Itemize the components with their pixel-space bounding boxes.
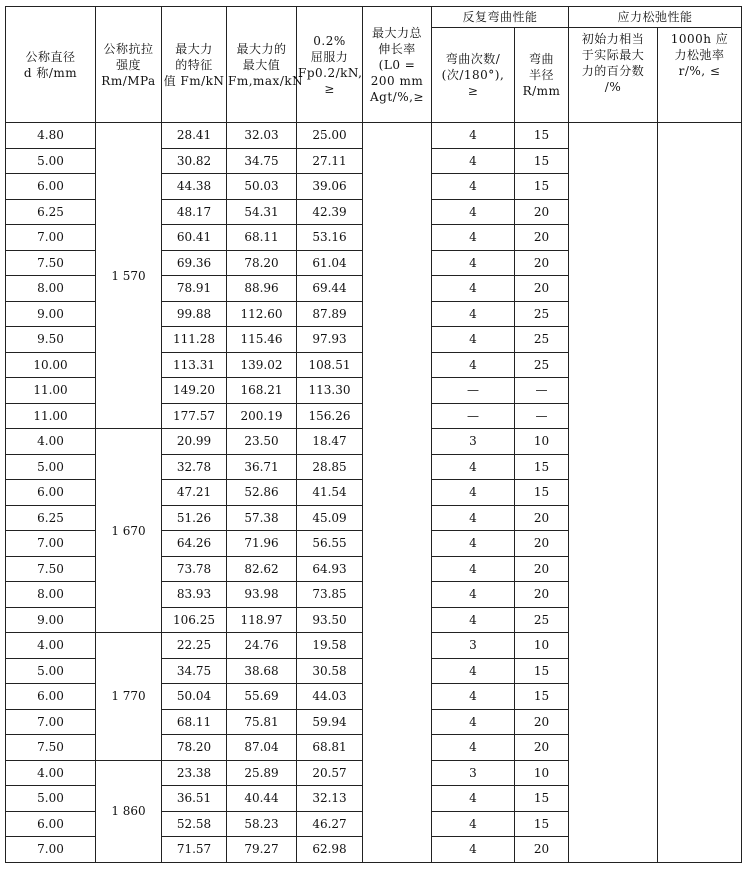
cell-bend-radius: 20 <box>515 250 569 276</box>
cell-diameter: 7.50 <box>6 735 96 761</box>
cell-yield-force: 61.04 <box>297 250 363 276</box>
cell-bend-radius: — <box>515 378 569 404</box>
cell-max-force: 36.71 <box>227 454 297 480</box>
cell-max-force: 23.50 <box>227 429 297 455</box>
cell-bend-count: 4 <box>432 123 515 149</box>
cell-max-force: 87.04 <box>227 735 297 761</box>
cell-yield-force: 59.94 <box>297 709 363 735</box>
table-row <box>6 123 742 149</box>
cell-max-force: 32.03 <box>227 123 297 149</box>
cell-diameter: 5.00 <box>6 658 96 684</box>
cell-characteristic-force: 28.41 <box>162 123 227 149</box>
cell-max-force: 58.23 <box>227 811 297 837</box>
cell-diameter: 10.00 <box>6 352 96 378</box>
cell-bend-radius: 20 <box>515 225 569 251</box>
cell-bend-radius: 20 <box>515 837 569 863</box>
steel-wire-properties-table <box>5 6 742 863</box>
cell-diameter: 5.00 <box>6 148 96 174</box>
cell-diameter: 9.50 <box>6 327 96 353</box>
cell-max-force: 139.02 <box>227 352 297 378</box>
header-group-stress-relaxation: 应力松弛性能 <box>569 7 742 28</box>
cell-max-force: 57.38 <box>227 505 297 531</box>
cell-yield-force: 46.27 <box>297 811 363 837</box>
cell-max-force: 75.81 <box>227 709 297 735</box>
cell-yield-force: 45.09 <box>297 505 363 531</box>
cell-max-force: 115.46 <box>227 327 297 353</box>
cell-diameter: 7.00 <box>6 709 96 735</box>
cell-bend-radius: 15 <box>515 480 569 506</box>
cell-diameter: 6.00 <box>6 174 96 200</box>
cell-yield-force: 64.93 <box>297 556 363 582</box>
cell-bend-radius: 20 <box>515 199 569 225</box>
cell-characteristic-force: 113.31 <box>162 352 227 378</box>
header-initial-force-percent: 初始力相当 于实际最大 力的百分数 /% <box>569 28 658 123</box>
cell-max-force: 200.19 <box>227 403 297 429</box>
cell-characteristic-force: 73.78 <box>162 556 227 582</box>
cell-yield-force: 69.44 <box>297 276 363 302</box>
cell-characteristic-force: 30.82 <box>162 148 227 174</box>
cell-bend-radius: 15 <box>515 174 569 200</box>
cell-max-force: 52.86 <box>227 480 297 506</box>
cell-yield-force: 44.03 <box>297 684 363 710</box>
cell-bend-count: 4 <box>432 658 515 684</box>
cell-max-force: 34.75 <box>227 148 297 174</box>
cell-bend-count: 4 <box>432 531 515 557</box>
cell-yield-force: 62.98 <box>297 837 363 863</box>
cell-diameter: 6.25 <box>6 505 96 531</box>
cell-characteristic-force: 52.58 <box>162 811 227 837</box>
cell-initial-force <box>569 123 658 863</box>
cell-diameter: 9.00 <box>6 301 96 327</box>
cell-yield-force: 39.06 <box>297 174 363 200</box>
cell-bend-count: 4 <box>432 607 515 633</box>
header-tensile-strength: 公称抗拉 强度 Rm/MPa <box>96 7 162 123</box>
cell-characteristic-force: 32.78 <box>162 454 227 480</box>
cell-yield-force: 113.30 <box>297 378 363 404</box>
cell-diameter: 4.00 <box>6 633 96 659</box>
cell-characteristic-force: 50.04 <box>162 684 227 710</box>
cell-max-force: 55.69 <box>227 684 297 710</box>
cell-diameter: 9.00 <box>6 607 96 633</box>
cell-max-force: 88.96 <box>227 276 297 302</box>
cell-diameter: 7.00 <box>6 531 96 557</box>
cell-bend-count: 4 <box>432 582 515 608</box>
cell-bend-radius: 15 <box>515 811 569 837</box>
cell-max-force: 78.20 <box>227 250 297 276</box>
cell-yield-force: 25.00 <box>297 123 363 149</box>
cell-bend-radius: 25 <box>515 607 569 633</box>
cell-bend-radius: 15 <box>515 786 569 812</box>
cell-yield-force: 87.89 <box>297 301 363 327</box>
cell-yield-force: 73.85 <box>297 582 363 608</box>
cell-bend-count: — <box>432 378 515 404</box>
header-characteristic-max-force: 最大力 的特征 值 Fm/kN <box>162 7 227 123</box>
cell-bend-radius: 20 <box>515 582 569 608</box>
cell-yield-force: 19.58 <box>297 633 363 659</box>
cell-yield-force: 108.51 <box>297 352 363 378</box>
cell-yield-force: 18.47 <box>297 429 363 455</box>
cell-bend-radius: 15 <box>515 123 569 149</box>
cell-max-force: 112.60 <box>227 301 297 327</box>
cell-elongation <box>363 123 432 863</box>
cell-max-force: 118.97 <box>227 607 297 633</box>
cell-diameter: 7.50 <box>6 250 96 276</box>
cell-yield-force: 56.55 <box>297 531 363 557</box>
cell-characteristic-force: 111.28 <box>162 327 227 353</box>
cell-diameter: 4.00 <box>6 429 96 455</box>
cell-bend-count: 4 <box>432 811 515 837</box>
cell-yield-force: 20.57 <box>297 760 363 786</box>
header-yield-force: 0.2% 屈服力 Fp0.2/kN, ≥ <box>297 7 363 123</box>
cell-bend-radius: 15 <box>515 684 569 710</box>
cell-relaxation-rate <box>658 123 742 863</box>
cell-characteristic-force: 64.26 <box>162 531 227 557</box>
cell-bend-count: 4 <box>432 837 515 863</box>
cell-bend-radius: 15 <box>515 658 569 684</box>
cell-bend-count: 4 <box>432 250 515 276</box>
cell-yield-force: 93.50 <box>297 607 363 633</box>
cell-diameter: 5.00 <box>6 454 96 480</box>
cell-bend-radius: 10 <box>515 633 569 659</box>
cell-max-force: 79.27 <box>227 837 297 863</box>
cell-bend-count: 3 <box>432 429 515 455</box>
cell-max-force: 25.89 <box>227 760 297 786</box>
cell-bend-count: 4 <box>432 301 515 327</box>
cell-diameter: 5.00 <box>6 786 96 812</box>
header-max-force-max: 最大力的 最大值 Fm,max/kN <box>227 7 297 123</box>
cell-bend-count: 4 <box>432 556 515 582</box>
cell-max-force: 82.62 <box>227 556 297 582</box>
cell-yield-force: 68.81 <box>297 735 363 761</box>
header-nominal-diameter: 公称直径 d 称/mm <box>6 7 96 123</box>
cell-yield-force: 53.16 <box>297 225 363 251</box>
cell-tensile-strength: 1 860 <box>96 760 162 862</box>
cell-diameter: 6.25 <box>6 199 96 225</box>
cell-yield-force: 28.85 <box>297 454 363 480</box>
cell-tensile-strength: 1 770 <box>96 633 162 761</box>
cell-max-force: 40.44 <box>227 786 297 812</box>
cell-max-force: 68.11 <box>227 225 297 251</box>
cell-bend-count: 4 <box>432 174 515 200</box>
cell-bend-count: 4 <box>432 709 515 735</box>
cell-bend-radius: 20 <box>515 709 569 735</box>
cell-characteristic-force: 48.17 <box>162 199 227 225</box>
cell-characteristic-force: 177.57 <box>162 403 227 429</box>
cell-yield-force: 32.13 <box>297 786 363 812</box>
cell-bend-count: 4 <box>432 735 515 761</box>
cell-diameter: 7.50 <box>6 556 96 582</box>
cell-bend-count: 4 <box>432 684 515 710</box>
cell-characteristic-force: 83.93 <box>162 582 227 608</box>
cell-max-force: 168.21 <box>227 378 297 404</box>
cell-characteristic-force: 69.36 <box>162 250 227 276</box>
cell-characteristic-force: 68.11 <box>162 709 227 735</box>
cell-bend-radius: 10 <box>515 429 569 455</box>
cell-diameter: 11.00 <box>6 403 96 429</box>
cell-bend-radius: 25 <box>515 327 569 353</box>
cell-characteristic-force: 36.51 <box>162 786 227 812</box>
cell-bend-radius: 15 <box>515 148 569 174</box>
cell-bend-count: 4 <box>432 148 515 174</box>
cell-characteristic-force: 149.20 <box>162 378 227 404</box>
cell-characteristic-force: 47.21 <box>162 480 227 506</box>
cell-characteristic-force: 22.25 <box>162 633 227 659</box>
cell-diameter: 7.00 <box>6 225 96 251</box>
cell-diameter: 4.80 <box>6 123 96 149</box>
cell-bend-count: — <box>432 403 515 429</box>
cell-yield-force: 27.11 <box>297 148 363 174</box>
cell-yield-force: 156.26 <box>297 403 363 429</box>
cell-diameter: 6.00 <box>6 684 96 710</box>
header-bend-radius: 弯曲 半径 R/mm <box>515 28 569 123</box>
cell-characteristic-force: 78.91 <box>162 276 227 302</box>
cell-bend-radius: 20 <box>515 505 569 531</box>
cell-characteristic-force: 99.88 <box>162 301 227 327</box>
cell-characteristic-force: 71.57 <box>162 837 227 863</box>
cell-characteristic-force: 78.20 <box>162 735 227 761</box>
cell-tensile-strength: 1 570 <box>96 123 162 429</box>
cell-bend-count: 4 <box>432 327 515 353</box>
cell-bend-count: 3 <box>432 633 515 659</box>
cell-max-force: 71.96 <box>227 531 297 557</box>
cell-bend-radius: 15 <box>515 454 569 480</box>
cell-bend-radius: 20 <box>515 556 569 582</box>
cell-diameter: 11.00 <box>6 378 96 404</box>
header-group-repeated-bending: 反复弯曲性能 <box>432 7 569 28</box>
cell-bend-radius: 20 <box>515 531 569 557</box>
cell-bend-count: 4 <box>432 225 515 251</box>
cell-max-force: 93.98 <box>227 582 297 608</box>
cell-diameter: 8.00 <box>6 276 96 302</box>
cell-yield-force: 42.39 <box>297 199 363 225</box>
cell-bend-radius: 20 <box>515 735 569 761</box>
cell-max-force: 54.31 <box>227 199 297 225</box>
cell-characteristic-force: 34.75 <box>162 658 227 684</box>
cell-diameter: 7.00 <box>6 837 96 863</box>
cell-diameter: 6.00 <box>6 480 96 506</box>
cell-yield-force: 97.93 <box>297 327 363 353</box>
cell-diameter: 6.00 <box>6 811 96 837</box>
header-row-top <box>6 7 742 28</box>
cell-bend-count: 4 <box>432 199 515 225</box>
cell-yield-force: 30.58 <box>297 658 363 684</box>
cell-max-force: 38.68 <box>227 658 297 684</box>
cell-tensile-strength: 1 670 <box>96 429 162 633</box>
cell-bend-count: 4 <box>432 352 515 378</box>
cell-bend-radius: 25 <box>515 301 569 327</box>
cell-characteristic-force: 20.99 <box>162 429 227 455</box>
cell-characteristic-force: 23.38 <box>162 760 227 786</box>
cell-characteristic-force: 106.25 <box>162 607 227 633</box>
cell-bend-radius: — <box>515 403 569 429</box>
cell-diameter: 4.00 <box>6 760 96 786</box>
cell-max-force: 50.03 <box>227 174 297 200</box>
table-body <box>6 123 742 863</box>
cell-bend-count: 4 <box>432 505 515 531</box>
header-relaxation-rate: 1000h 应 力松弛率 r/%, ≤ <box>658 28 742 123</box>
cell-characteristic-force: 51.26 <box>162 505 227 531</box>
cell-bend-count: 4 <box>432 454 515 480</box>
cell-bend-count: 4 <box>432 480 515 506</box>
cell-bend-count: 4 <box>432 786 515 812</box>
cell-yield-force: 41.54 <box>297 480 363 506</box>
cell-characteristic-force: 60.41 <box>162 225 227 251</box>
cell-characteristic-force: 44.38 <box>162 174 227 200</box>
cell-bend-radius: 20 <box>515 276 569 302</box>
header-total-elongation: 最大力总 伸长率 (L0 = 200 mm Agt/%,≥ <box>363 7 432 123</box>
cell-diameter: 8.00 <box>6 582 96 608</box>
header-bend-count: 弯曲次数/ (次/180°), ≥ <box>432 28 515 123</box>
cell-bend-count: 3 <box>432 760 515 786</box>
cell-bend-radius: 10 <box>515 760 569 786</box>
cell-max-force: 24.76 <box>227 633 297 659</box>
cell-bend-radius: 25 <box>515 352 569 378</box>
cell-bend-count: 4 <box>432 276 515 302</box>
